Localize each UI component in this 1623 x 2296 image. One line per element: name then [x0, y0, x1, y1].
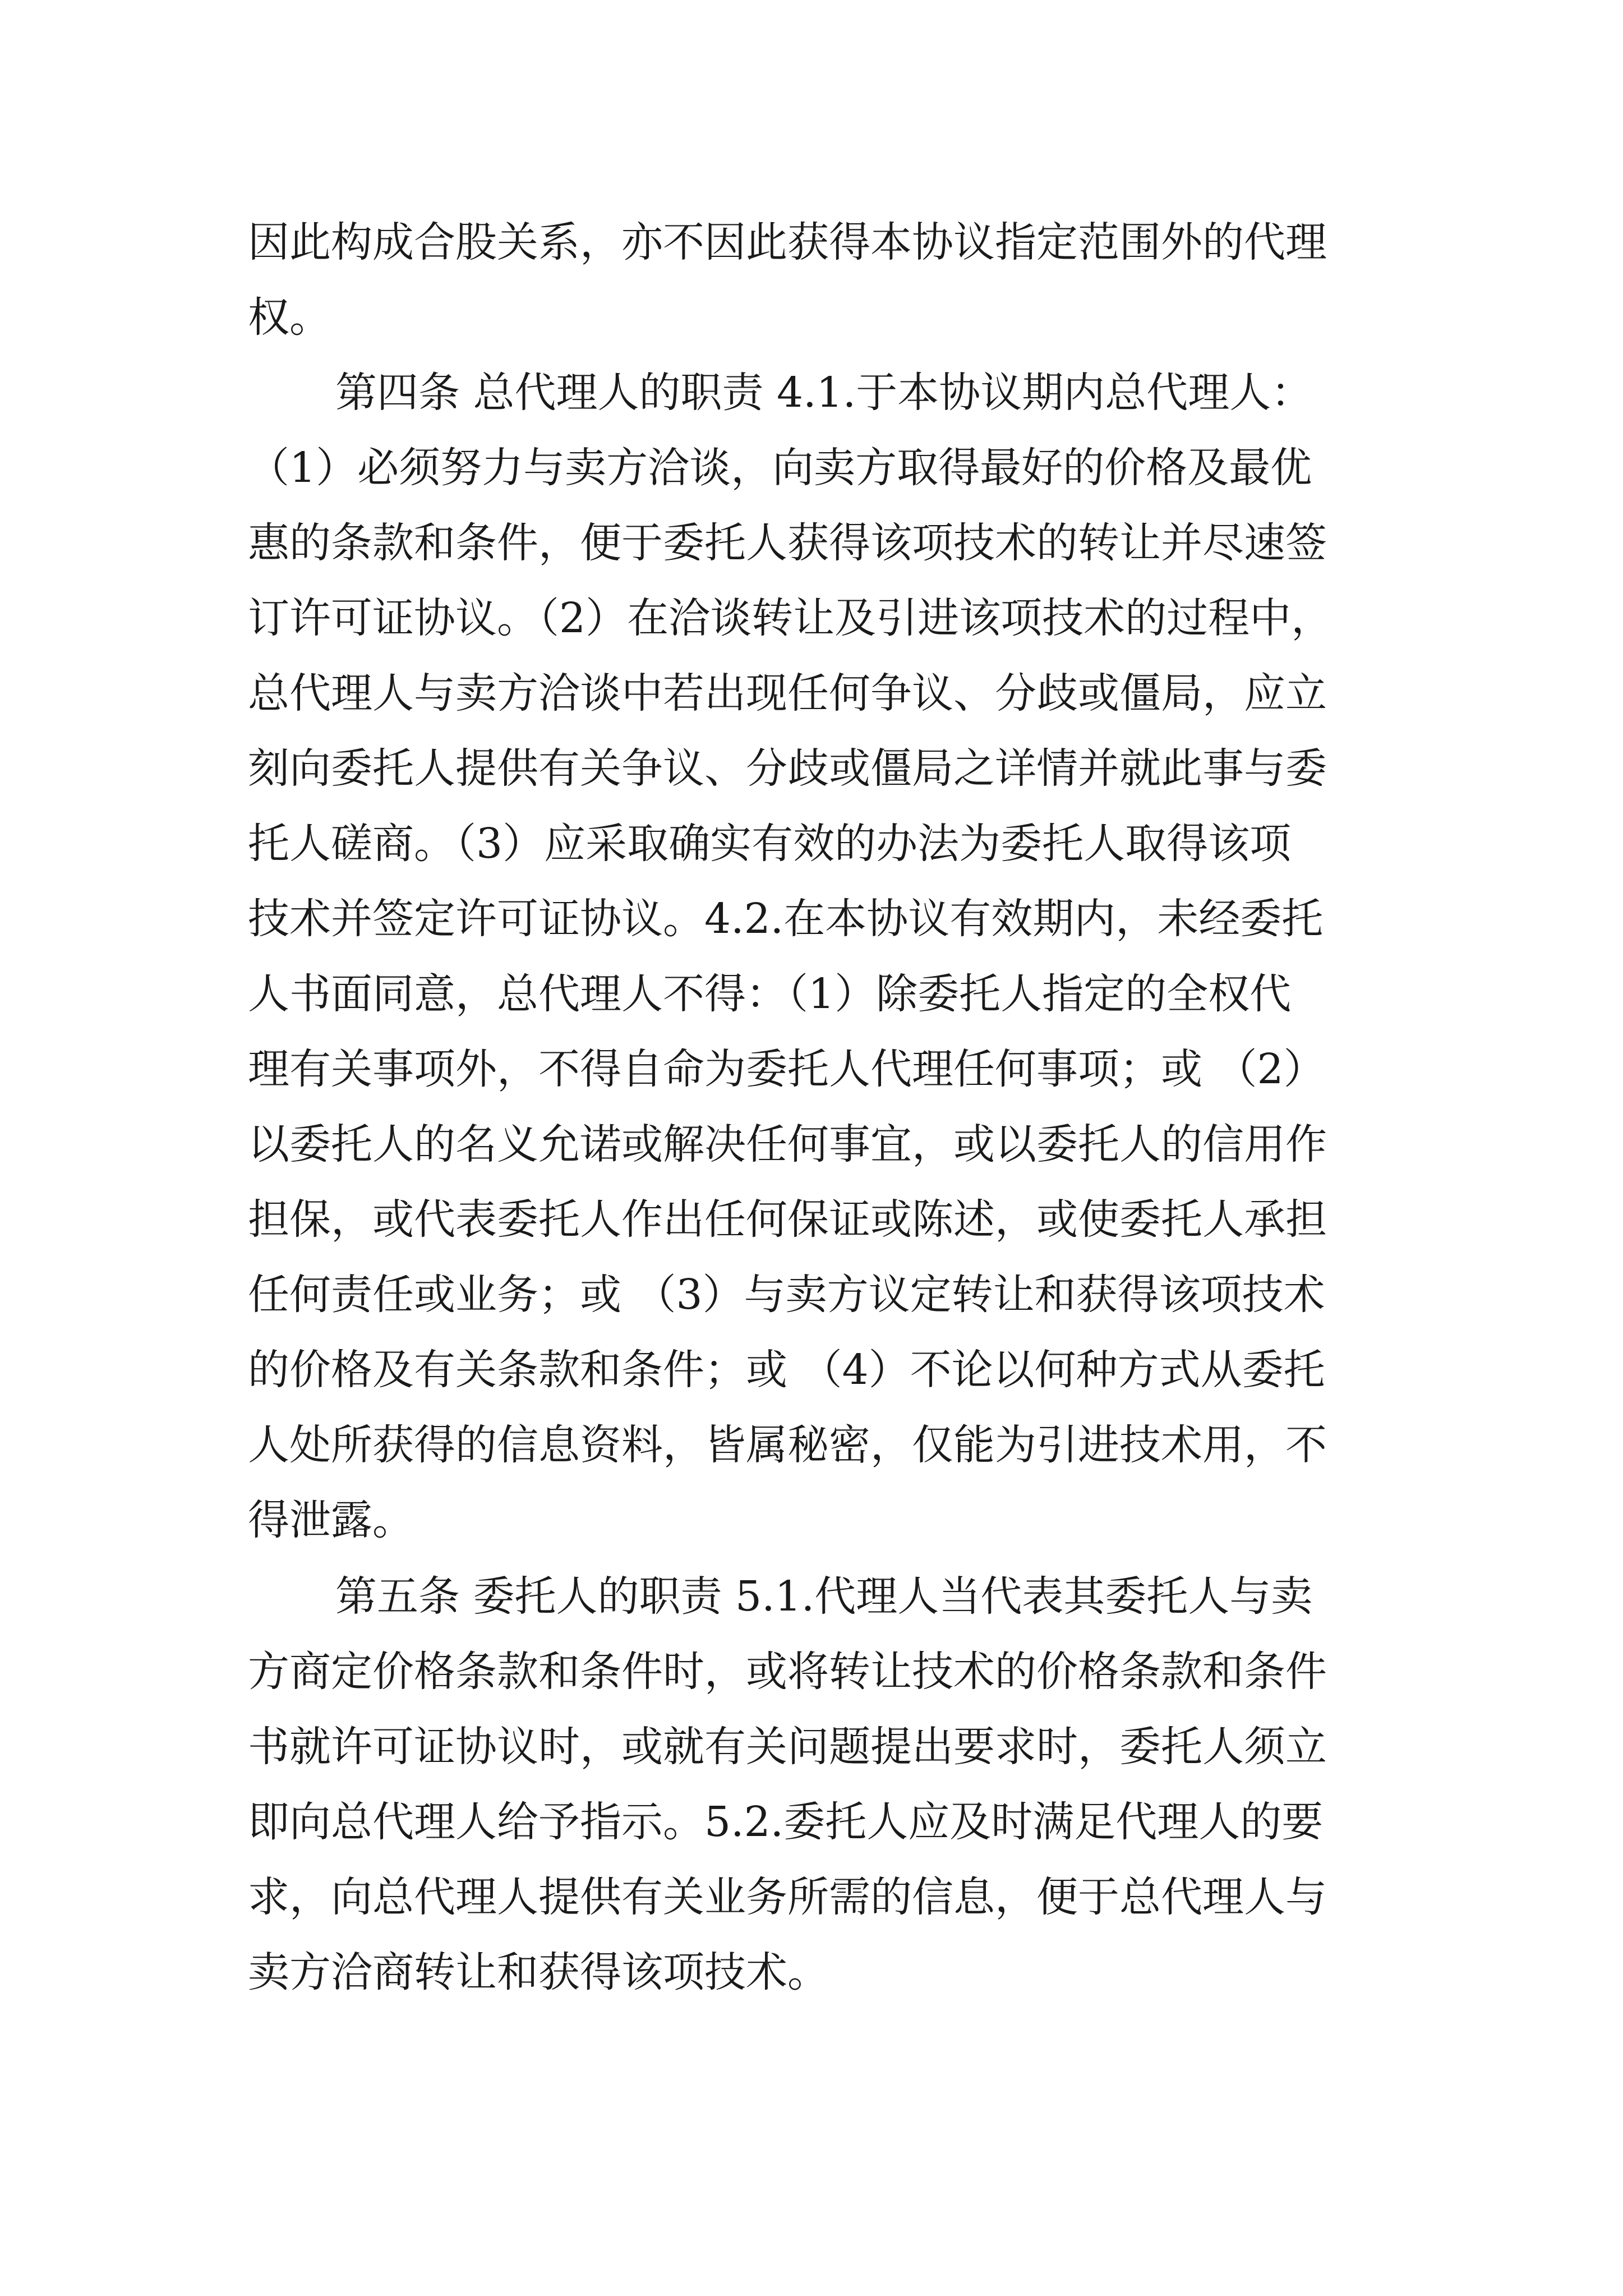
text-line: （1）必须努力与卖方洽谈，向卖方取得最好的价格及最优 [248, 444, 1312, 492]
text-line: 权。 [248, 293, 331, 342]
text-line: 总代理人与卖方洽谈中若出现任何争议、分歧或僵局，应立 [248, 669, 1327, 717]
text-line: 订许可证协议。（2）在洽谈转让及引进该项技术的过程中， [248, 594, 1333, 642]
article-5-heading-line: 第五条 委托人的职责 5.1.代理人当代表其委托人与卖 [335, 1572, 1313, 1621]
text-line: 即向总代理人给予指示。5.2.委托人应及时满足代理人的要 [248, 1798, 1324, 1846]
text-line: 人处所获得的信息资料，皆属秘密，仅能为引进技术用，不 [248, 1421, 1327, 1469]
text-line: 刻向委托人提供有关争议、分歧或僵局之详情并就此事与委 [248, 744, 1327, 793]
text-line: 人书面同意，总代理人不得：（1）除委托人指定的全权代 [248, 970, 1292, 1018]
article-4-heading-line: 第四条 总代理人的职责 4.1.于本协议期内总代理人： [335, 369, 1313, 417]
text-line: 担保，或代表委托人作出任何保证或陈述，或使委托人承担 [248, 1195, 1327, 1244]
text-line: 理有关事项外，不得自命为委托人代理任何事项；或 （2） [248, 1045, 1325, 1093]
text-line: 技术并签定许可证协议。4.2.在本协议有效期内，未经委托 [248, 895, 1324, 943]
text-line: 求，向总代理人提供有关业务所需的信息，便于总代理人与 [248, 1873, 1327, 1921]
text-line: 托人磋商。（3）应采取确实有效的办法为委托人取得该项 [248, 820, 1292, 868]
text-line: 以委托人的名义允诺或解决任何事宜，或以委托人的信用作 [248, 1120, 1327, 1168]
text-line: 得泄露。 [248, 1496, 414, 1544]
text-line: 方商定价格条款和条件时，或将转让技术的价格条款和条件 [248, 1648, 1327, 1696]
text-line: 惠的条款和条件，便于委托人获得该项技术的转让并尽速签 [248, 519, 1327, 567]
text-line: 卖方洽商转让和获得该项技术。 [248, 1948, 829, 1996]
text-line: 的价格及有关条款和条件；或 （4）不论以何种方式从委托 [248, 1346, 1325, 1394]
text-line: 任何责任或业务；或 （3）与卖方议定转让和获得该项技术 [248, 1271, 1325, 1319]
text-line: 因此构成合股关系，亦不因此获得本协议指定范围外的代理 [248, 218, 1327, 266]
text-line: 书就许可证协议时，或就有关问题提出要求时，委托人须立 [248, 1723, 1327, 1771]
